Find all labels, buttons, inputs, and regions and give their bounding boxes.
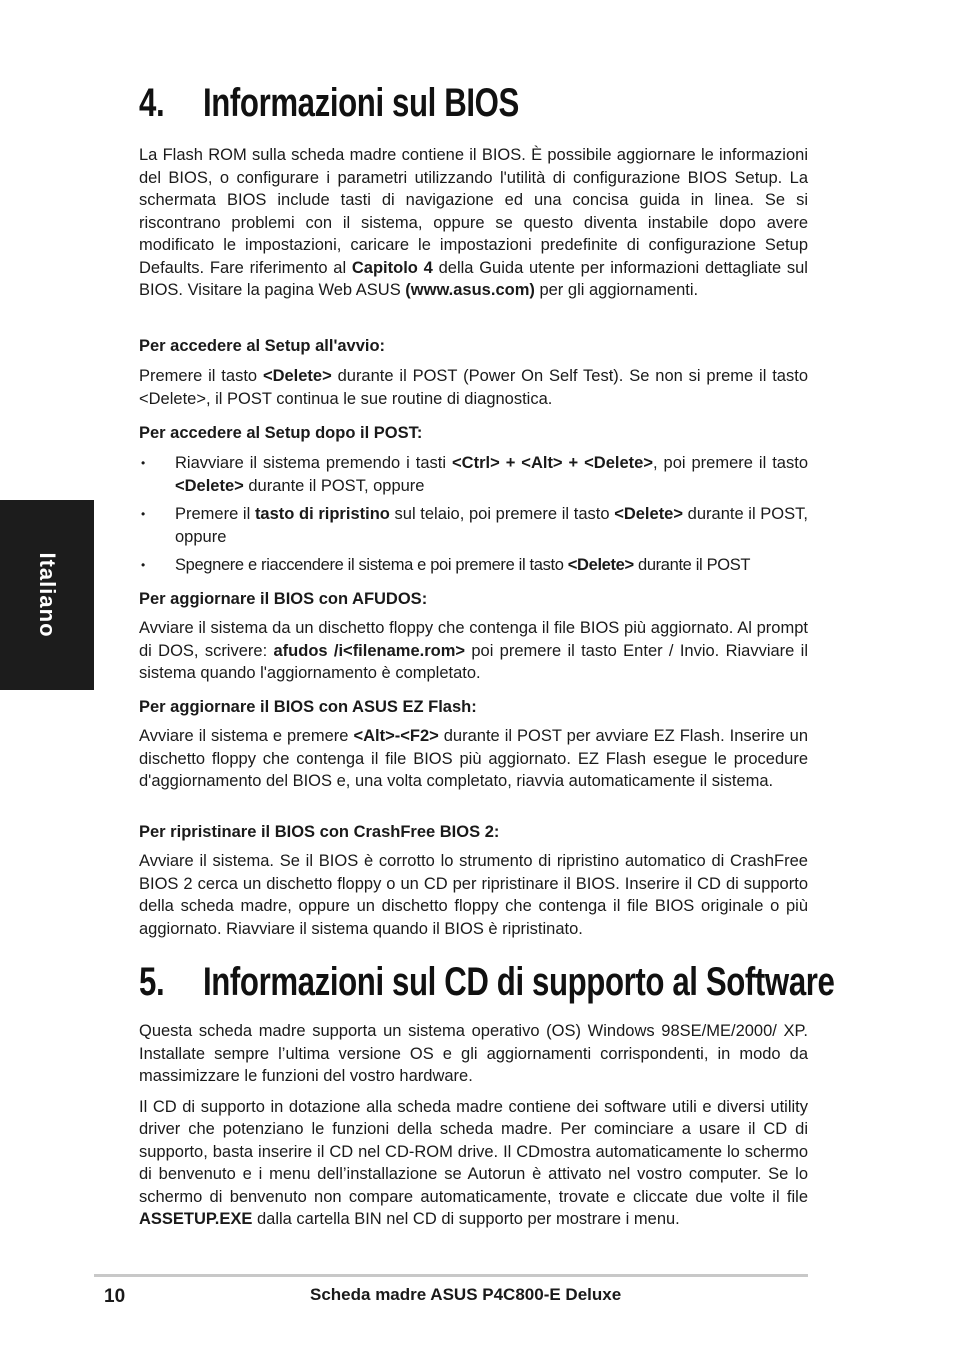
cd-support-paragraph-1: Questa scheda madre supporta un sistema operativo (OS) Windows 98SE/ME/2000/ XP. Installate sempre l’ultima versione OS e gli aggiornamenti corrispondenti, in modo da massimizzare le funzioni del vostro hardware.	[139, 1022, 808, 1085]
language-side-tab	[0, 500, 94, 690]
section-4-title-text: Informazioni sul BIOS	[202, 81, 519, 125]
bios-intro	[139, 144, 808, 302]
section-5-number: 5.	[139, 960, 165, 1004]
setup-at-boot-text: Premere il tasto <Delete> durante il POST (Power On Self Test). Se non si preme il tasto <Delete>, il POST continua le sue routine di diagnostica.	[139, 367, 808, 408]
footer-rule	[94, 1274, 808, 1277]
list-item: • Spegnere e riaccendere il sistema e poi premere il tasto <Delete> durante il POST	[139, 554, 808, 577]
page-number: 10	[104, 1286, 126, 1307]
crashfree-heading: Per ripristinare il BIOS con CrashFree BIOS 2:	[139, 823, 500, 841]
footer-title: Scheda madre ASUS P4C800-E Deluxe	[310, 1285, 622, 1304]
crashfree-section	[139, 821, 808, 940]
setup-at-boot-heading: Per accedere al Setup all'avvio:	[139, 337, 386, 355]
ez-flash-text: Avviare il sistema e premere <Alt>-<F2> durante il POST per avviare EZ Flash. Inserire un dischetto floppy che contenga il file BIOS più aggiornato. EZ Flash esegue le procedure d'aggiornamento del BIOS e, una volta completato, riavvia automaticamente il sistema.	[139, 727, 809, 790]
section-5-title	[139, 960, 834, 1004]
setup-after-post-section	[139, 422, 808, 577]
cd-support-paragraph-2: Il CD di supporto in dotazione alla scheda madre contiene dei software utili e diversi utility driver che potenziano le funzioni della scheda madre. Per cominciare a usare il CD di supporto, basta inserire il CD nel CD-ROM drive. Il CDmostra automaticamente lo schermo di benvenuto e i menu dell’installazione se Autorun è attivato nel vostro computer. Se lo schermo di benvenuto non compare automaticamente, trovate e cliccate due volte il file ASSETUP.EXE dalla cartella BIN nel CD di supporto per mostrare i menu.	[139, 1097, 808, 1228]
ez-flash-section	[139, 696, 808, 793]
afudos-section	[139, 588, 808, 685]
list-item: • Premere il tasto di ripristino sul telaio, poi premere il tasto <Delete> durante il POST, oppure	[139, 503, 808, 548]
list-item: • Riavviare il sistema premendo i tasti <Ctrl> + <Alt> + <Delete>, poi premere il tasto <Delete> durante il POST, oppure	[139, 452, 808, 497]
ez-flash-heading: Per aggiornare il BIOS con ASUS EZ Flash:	[139, 698, 477, 716]
crashfree-text: Avviare il sistema. Se il BIOS è corrotto lo strumento di ripristino automatico di CrashFree BIOS 2 cerca un dischetto floppy o un CD per ripristinare il BIOS. Inserire il CD di supporto della scheda madre, oppure un dischetto floppy che contenga il file BIOS originale o più aggiornato. Riavviare il sistema quando il BIOS è ripristinato.	[139, 852, 808, 938]
section-5-title-text: Informazioni sul CD di supporto al Software	[202, 960, 835, 1004]
setup-at-boot-section	[139, 335, 808, 410]
setup-after-post-list	[139, 452, 808, 577]
afudos-text: Avviare il sistema da un dischetto floppy che contenga il file BIOS più aggiornato. Al prompt di DOS, scrivere: afudos /i<filename.rom> poi premere il tasto Enter / Invio. Riavviare il sistema quando l'aggiornamento è completato.	[139, 619, 809, 682]
language-label: Italiano	[35, 552, 60, 638]
afudos-heading: Per aggiornare il BIOS con AFUDOS:	[139, 590, 428, 608]
cd-support-section	[139, 1020, 808, 1231]
section-4-title	[139, 81, 519, 125]
setup-after-post-heading: Per accedere al Setup dopo il POST:	[139, 424, 423, 442]
bios-intro-paragraph: La Flash ROM sulla scheda madre contiene il BIOS. È possibile aggiornare le informazioni del BIOS, o configurare i parametri utilizzando l'utilità di configurazione BIOS Setup. La schermata BIOS include tasti di navigazione ed una concisa guida in linea. Se si riscontrano problemi con il sistema, oppure se questo diventa instabile dopo avere modificato le impostazioni, caricare le impostazioni predefinite di configurazione Setup Defaults. Fare riferimento al Capitolo 4 della Guida utente per informazioni dettagliate sul BIOS. Visitare la pagina Web ASUS (www.asus.com) per gli aggiornamenti.	[139, 146, 808, 299]
section-4-number: 4.	[139, 81, 165, 125]
